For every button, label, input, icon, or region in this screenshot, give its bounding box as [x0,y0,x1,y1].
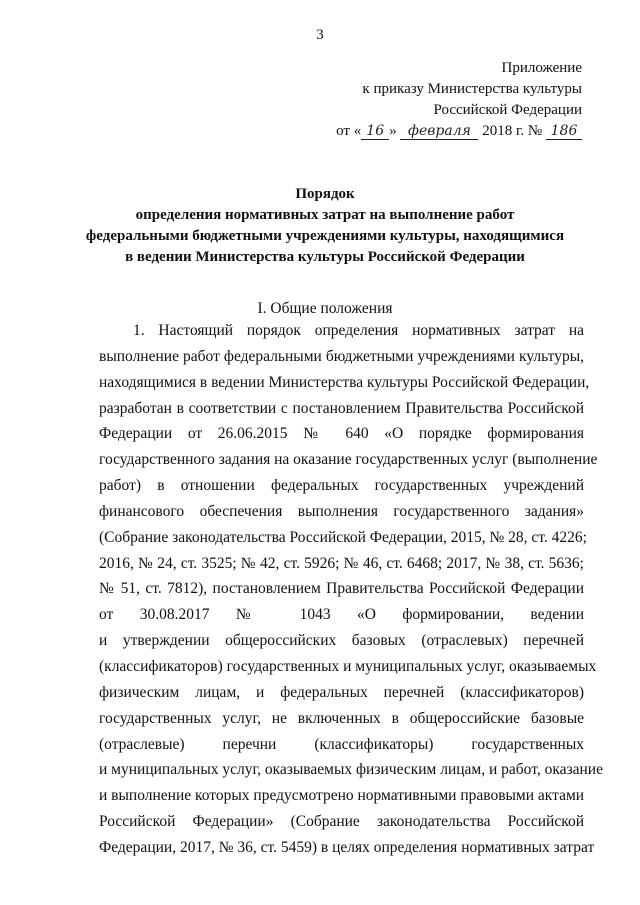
appendix-block [302,58,582,142]
handwritten-day: 16 [361,123,389,140]
paragraph-line: 1. Настоящий порядок определения нормативных затрат на [133,322,584,339]
paragraph-line: и выполнение которых предусмотрено нормативными правовыми актами [99,787,585,805]
title-line: в ведении Министерства культуры Российской Федерации [125,249,525,265]
paragraph-line: работ) в отношении федеральных государственных учреждений [99,477,584,495]
paragraph-line: Федерации, 2017, № 36, ст. 5459) в целях определения нормативных затрат [99,838,595,856]
title-line: федеральными бюджетными учреждениями культуры, находящимися [85,228,565,244]
handwritten-order-number: 186 [546,123,582,140]
appendix-federation: Российской Федерации [433,102,582,118]
paragraph-line: государственных услуг, не включенных в общероссийские базовые [99,709,584,727]
date-mid: » [389,123,397,139]
paragraph-line: Российской Федерации» (Собрание законодательства Российской [99,813,584,831]
appendix-order-ref: к приказу Министерства культуры [362,81,582,97]
paragraph-line: государственного задания на оказание государственных услуг (выполнение [99,451,598,469]
appendix-label: Приложение [501,60,582,76]
paragraph-line: (отраслевые) перечни (классификаторы) государственных [99,735,584,753]
date-year: 2018 г. № [482,123,543,139]
paragraph-line: от 30.08.2017 № 1043 «О формировании, ведении [99,606,584,624]
document-title [60,184,590,268]
paragraph-line: и муниципальных услуг, оказываемых физическим лицам, и работ, оказание [99,761,603,779]
paragraph-line: № 51, ст. 7812), постановлением Правительства Российской Федерации [99,580,584,598]
paragraph-body [99,318,603,861]
paragraph-line: финансового обеспечения выполнения государственного задания» [99,502,584,520]
page-number: 3 [316,27,324,43]
title-line: определения нормативных затрат на выполнение работ [135,207,515,223]
title-line: Порядок [295,186,355,202]
paragraph-line: (классификаторов) государственных и муниципальных услуг, оказываемых [99,657,597,675]
paragraph-line: и утверждении общероссийских базовых (отраслевых) перечней [99,632,584,650]
date-prefix: от « [336,123,362,139]
paragraph-line: 2016, № 24, ст. 3525; № 42, ст. 5926; № 46, ст. 6468; 2017, № 38, ст. 5636; [99,554,584,572]
section-heading: I. Общие положения [257,300,393,317]
paragraph-line: Федерации от 26.06.2015 № 640 «О порядке формирования [99,425,584,443]
paragraph-line: (Собрание законодательства Российской Федерации, 2015, № 28, ст. 4226; [99,528,587,546]
paragraph-line: разработан в соответствии с постановлением Правительства Российской [99,399,584,417]
paragraph-line: находящимися в ведении Министерства культуры Российской Федерации, [99,373,590,391]
paragraph-line: выполнение работ федеральными бюджетными учреждениями культуры, [99,347,584,365]
paragraph-line: физическим лицам, и федеральных перечней (классификаторов) [99,683,584,701]
handwritten-month: февраля [400,123,478,140]
appendix-date-line [302,121,582,142]
